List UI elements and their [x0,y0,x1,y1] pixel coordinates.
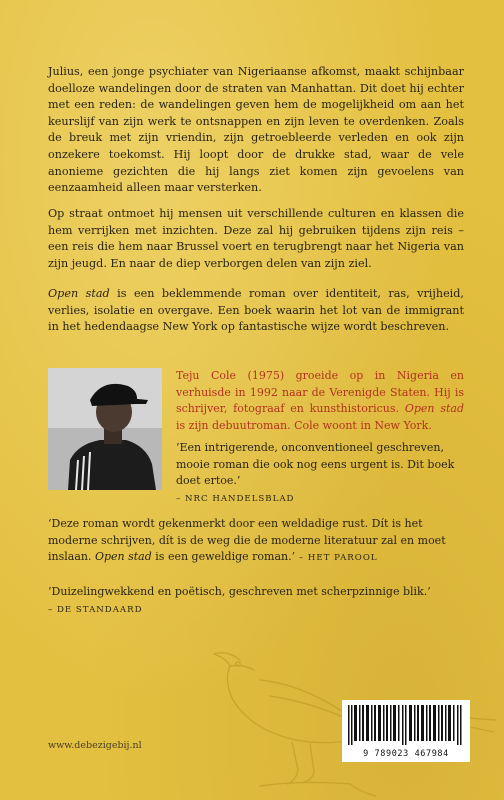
review-source-standaard: – DE STANDAARD [48,604,143,615]
review-quote-nrc-text: ‘Een intrigerende, onconventioneel geschreven, mooie roman die ook nog eens urgent is. Dit boek doet ertoe.’ [176,441,455,487]
description-paragraph-2 [48,206,464,272]
description-text-3 [48,286,464,336]
description-text-3-rest: is een beklemmende roman over identiteit, ras, vrijheid, verlies, isolatie en overgave. Een boek waarin het lot van de immigrant in het hedendaagse New York op fantastische wijze wordt beschreven. [48,287,464,334]
review-quote-standaard-text: ‘Duizelingwekkend en poëtisch, geschreven met scherpzinnige blik.’ [48,585,431,598]
description-paragraph-1 [48,64,464,197]
barcode-icon [348,705,464,745]
author-photo [48,368,162,490]
review-quote-standaard [48,584,468,618]
review-quote-parool-text-b: is een geweldige roman.’ [151,550,296,563]
description-paragraph-3 [48,286,464,336]
book-title-italic: Open stad [48,287,110,300]
author-bio [176,368,464,434]
author-portrait-image [48,368,162,490]
review-quote-nrc [176,440,464,507]
author-bio-text-a: Teju Cole (1975) groeide op in Nigeria en verhuisde in 1992 naar de Verenigde Staten. Hij is schrijver, fotograaf en kunsthistoricus. [176,369,464,415]
review-source-nrc: – NRC HANDELSBLAD [176,493,295,504]
isbn-number: 9 789023 467984 [363,749,449,759]
review-quote-parool-title: Open stad [94,550,152,563]
publisher-website: www.debezigebij.nl [48,740,142,751]
description-text-1: Julius, een jonge psychiater van Nigeriaanse afkomst, maakt schijnbaar doelloze wandelingen door de straten van Manhattan. Dit doet hij echter met een reden: de wandelingen geven hem de mogelijkheid om aan het keurslijf van zijn werk te ontsnappen en zijn leven te overdenken. Zoals de breuk met zijn vriendin, zijn getroebleerde verleden en ook zijn onzekere toekomst. Hij loopt door de drukke stad, waar de vele anonieme gezichten die hij langs ziet komen zijn gevoelens van eenzaamheid alleen maar versterken. [48,65,464,195]
review-source-parool: – HET PAROOL [295,553,378,563]
isbn-barcode [342,700,470,762]
review-quote-parool [48,516,468,567]
author-bio-text-b: is zijn debuutroman. Cole woont in New York. [176,418,432,432]
description-text-2: Op straat ontmoet hij mensen uit verschillende culturen en klassen die hem verrijken met inzichten. Deze zal hij gebruiken tijdens zijn reis – een reis die hem naar Brussel voert en terugbrengt naar het Nigeria van zijn jeugd. En naar de diep verborgen delen van zijn ziel. [48,207,464,270]
author-bio-book-title: Open stad [404,402,464,415]
review-quote-parool-text-a: ‘Deze roman wordt gekenmerkt door een weldadige rust. Dít is het moderne schrijven, dít is de weg die de moderne literatuur zal en moet inslaan. [48,517,446,563]
